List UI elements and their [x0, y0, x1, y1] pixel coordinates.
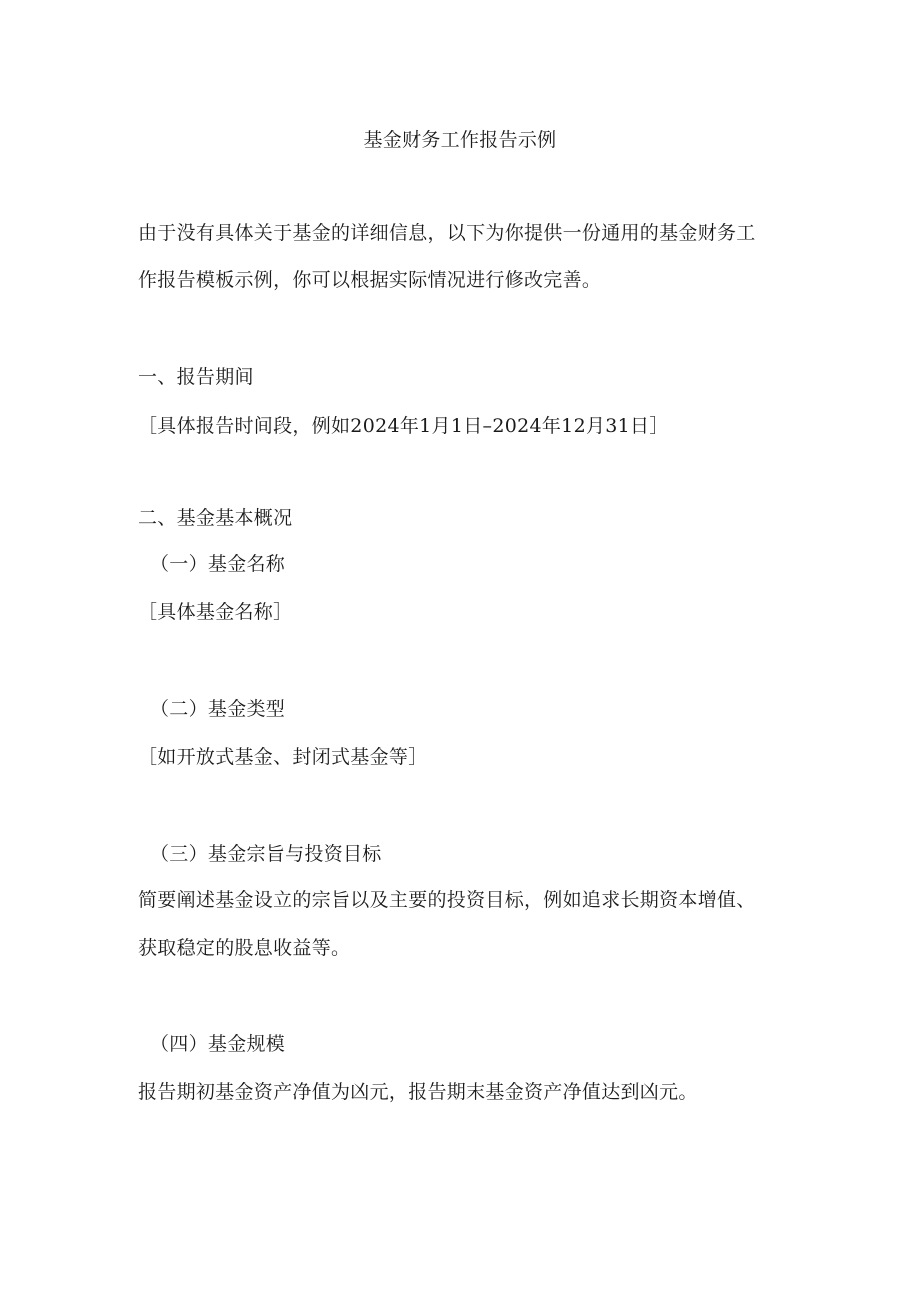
subsection-4-heading: （四）基金规模 — [150, 1033, 286, 1055]
section-1-heading: 一、报告期间 — [138, 366, 254, 388]
subsection-2-body: ［如开放式基金、封闭式基金等］ — [138, 746, 428, 768]
intro-paragraph-line-1: 由于没有具体关于基金的详细信息，以下为你提供一份通用的基金财务工 — [138, 222, 756, 244]
subsection-3-body-line-1: 简要阐述基金设立的宗旨以及主要的投资目标，例如追求长期资本增值、 — [138, 889, 756, 911]
subsection-1-body: ［具体基金名称］ — [138, 601, 293, 623]
section-1-body: ［具体报告时间段，例如2024年1月1日–2024年12月31日］ — [138, 415, 669, 437]
subsection-3-heading: （三）基金宗旨与投资目标 — [150, 843, 382, 865]
intro-paragraph-line-2: 作报告模板示例，你可以根据实际情况进行修改完善。 — [138, 269, 602, 291]
document-title: 基金财务工作报告示例 — [363, 129, 557, 151]
subsection-4-body: 报告期初基金资产净值为凶元，报告期末基金资产净值达到凶元。 — [138, 1081, 698, 1103]
subsection-1-heading: （一）基金名称 — [150, 553, 286, 575]
subsection-2-heading: （二）基金类型 — [150, 698, 286, 720]
section-2-heading: 二、基金基本概况 — [138, 507, 293, 529]
subsection-3-body-line-2: 获取稳定的股息收益等。 — [138, 937, 351, 959]
